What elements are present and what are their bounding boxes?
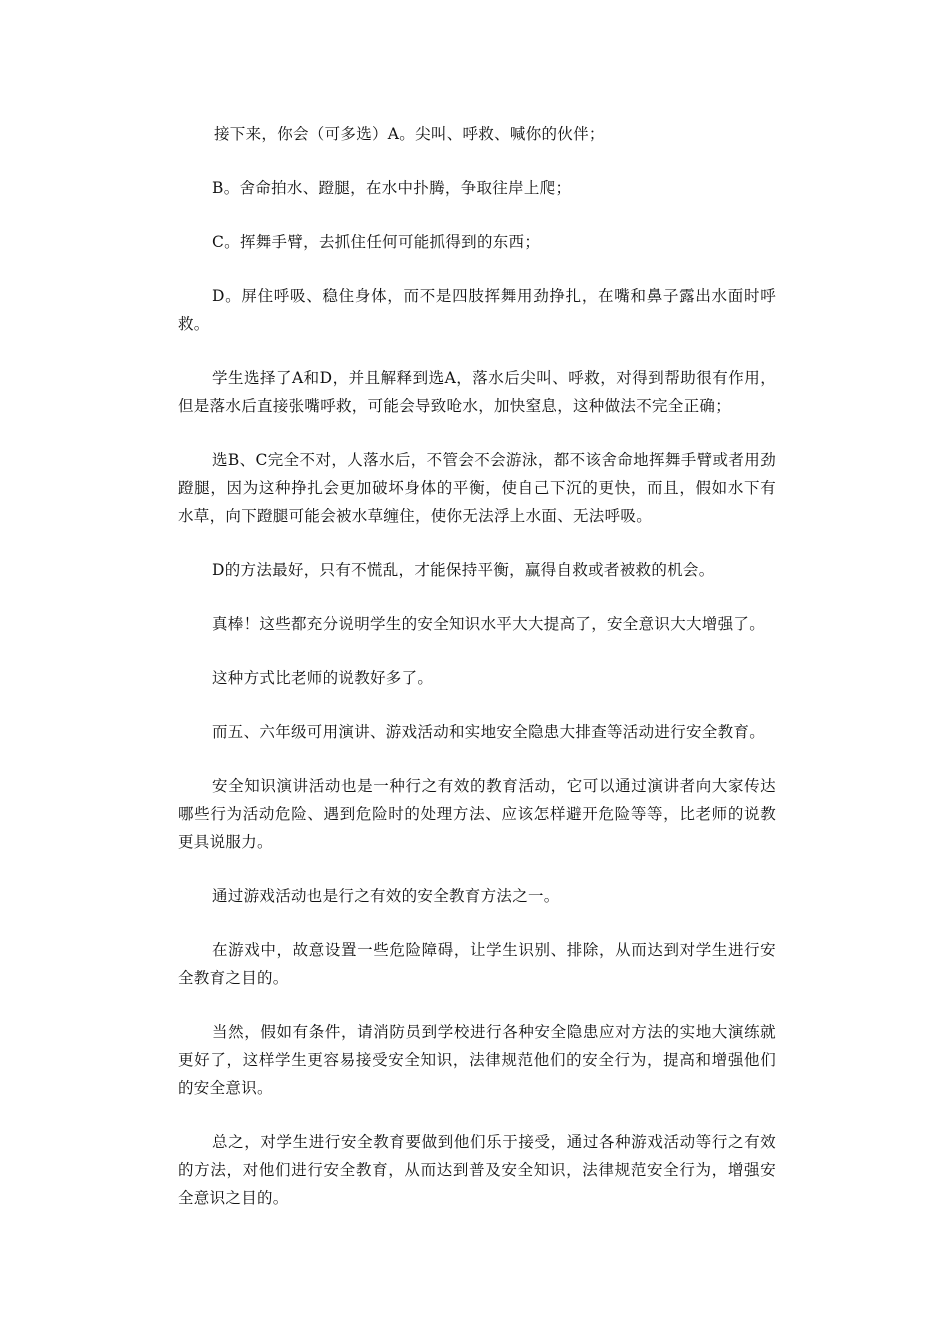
paragraph-comparison: 这种方式比老师的说教好多了。 (212, 669, 434, 687)
paragraph-game-activity: 通过游戏活动也是行之有效的安全教育方法之一。 (212, 887, 560, 905)
paragraph-option-d: D。屏住呼吸、稳住身体，而不是四肢挥舞用劲挣扎，在嘴和鼻子露出水面时呼救。 (178, 287, 776, 333)
paragraph-grades-five-six: 而五、六年级可用演讲、游戏活动和实地安全隐患大排查等活动进行安全教育。 (212, 723, 766, 741)
paragraph-answer-d: D的方法最好，只有不慌乱，才能保持平衡，赢得自救或者被救的机会。 (212, 561, 715, 579)
paragraph-answer-bc: 选B、C完全不对，人落水后，不管会不会游泳，都不该舍命地挥舞手臂或者用劲蹬腿，因为这种挣扎会更加破坏身体的平衡，使自己下沉的更快，而且，假如水下有水草，向下蹬腿可能会被水草缠住，使你无法浮上水面、无法呼吸。 (178, 451, 776, 525)
paragraph-fire-drill: 当然，假如有条件，请消防员到学校进行各种安全隐患应对方法的实地大演练就更好了，这样学生更容易接受安全知识，法律规范他们的安全行为，提高和增强他们的安全意识。 (178, 1023, 776, 1097)
paragraph-game-details: 在游戏中，故意设置一些危险障碍，让学生识别、排除，从而达到对学生进行安全教育之目的。 (178, 941, 776, 987)
paragraph-option-b: B。舍命拍水、蹬腿，在水中扑腾，争取往岸上爬； (212, 179, 572, 197)
paragraph-answer-a: 学生选择了A和D，并且解释到选A，落水后尖叫、呼救，对得到帮助很有作用，但是落水后直接张嘴呼救，可能会导致呛水，加快窒息，这种做法不完全正确； (178, 369, 776, 415)
paragraph-question: 接下来，你会（可多选）A。尖叫、呼救、喊你的伙伴； (214, 125, 605, 143)
paragraph-praise: 真棒！这些都充分说明学生的安全知识水平大大提高了，安全意识大大增强了。 (212, 615, 766, 633)
paragraph-conclusion: 总之，对学生进行安全教育要做到他们乐于接受，通过各种游戏活动等行之有效的方法，对他们进行安全教育，从而达到普及安全知识，法律规范安全行为，增强安全意识之目的。 (178, 1133, 776, 1207)
paragraph-option-c: C。挥舞手臂，去抓住任何可能抓得到的东西； (212, 233, 541, 251)
document-page (178, 120, 776, 1238)
paragraph-speech-activity: 安全知识演讲活动也是一种行之有效的教育活动，它可以通过演讲者向大家传达哪些行为活动危险、遇到危险时的处理方法、应该怎样避开危险等等，比老师的说教更具说服力。 (178, 777, 776, 851)
